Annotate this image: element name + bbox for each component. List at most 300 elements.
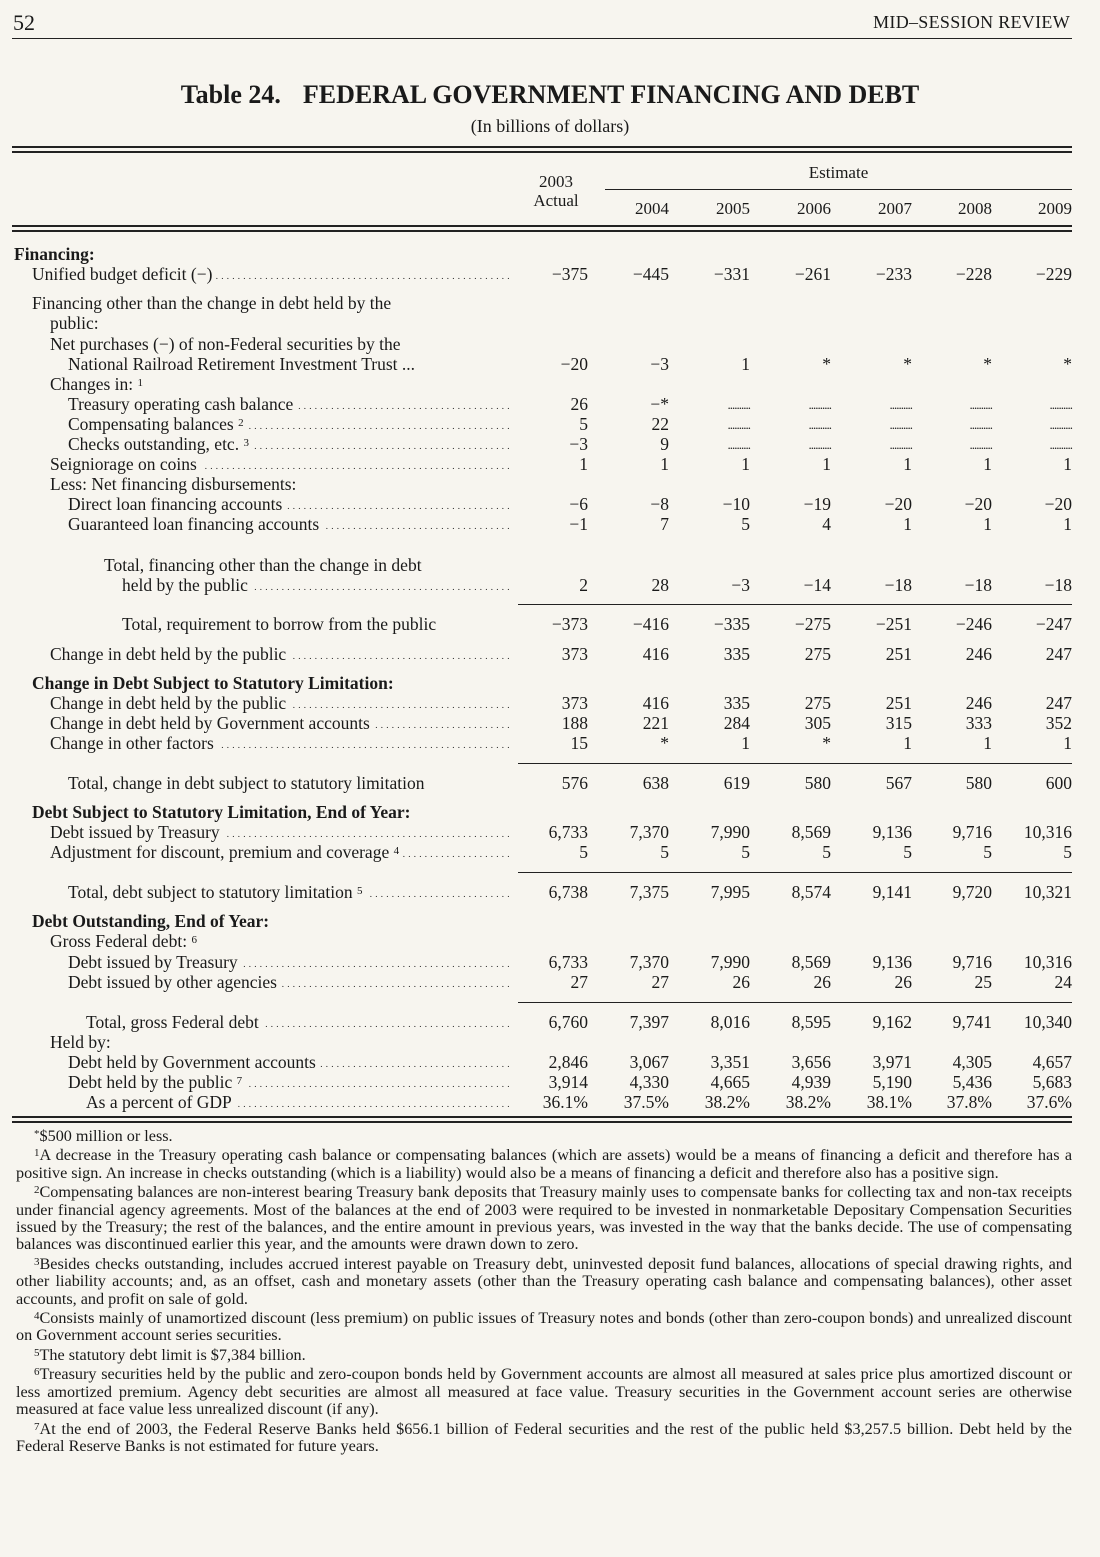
row-label [32, 802, 510, 823]
row-value: 275 [804, 644, 831, 664]
row-label [68, 414, 510, 435]
footnote-mark: 4 [34, 1310, 40, 1323]
row-value: 9,716 [952, 952, 992, 972]
row-value: .......... [969, 397, 992, 412]
row-value: −335 [713, 614, 750, 634]
row-value: 1 [983, 733, 992, 753]
row-label-text: public: [50, 313, 103, 333]
row-label [32, 264, 510, 285]
row-value: 1 [660, 454, 669, 474]
row-value: −3 [569, 434, 588, 454]
row-value: 26 [894, 972, 912, 992]
row-value: 619 [723, 773, 750, 793]
row-label-text: Total, change in debt subject to statutory limitation [68, 773, 428, 793]
footnote-mark: 3 [34, 1255, 40, 1268]
row-value: 246 [965, 644, 992, 664]
row-value: * [903, 354, 912, 374]
row-value: 1 [1063, 454, 1072, 474]
row-value: .......... [889, 437, 912, 452]
footnote-text: At the end of 2003, the Federal Reserve Banks held $656.1 billion of Federal securities and the rest of the public held $3,257.5 billion. Debt held by the Federal Reserve Banks is not estimated for future years. [16, 1419, 1072, 1455]
row-value: .......... [1049, 397, 1072, 412]
table-row [0, 972, 1100, 993]
row-value: 333 [965, 713, 992, 733]
row-label-text: Treasury operating cash balance [68, 394, 297, 415]
table-subtitle: (In billions of dollars) [470, 116, 630, 136]
table-row [0, 514, 1100, 535]
footnote-mark: 5 [34, 1346, 40, 1359]
row-value: −1 [569, 514, 588, 534]
footnote-text: $500 million or less. [39, 1127, 173, 1145]
table-row [0, 555, 1100, 576]
row-value: −20 [884, 494, 912, 514]
row-value: −18 [884, 575, 912, 595]
row-value: 246 [965, 693, 992, 713]
row-label-text: Financing: [14, 244, 99, 264]
footnote-ref: 5 [356, 885, 363, 897]
row-value: 5 [741, 514, 750, 534]
col-header-year: 2007 [878, 199, 912, 218]
row-value: 6,733 [548, 952, 588, 972]
row-label [68, 514, 510, 535]
row-value: 567 [885, 773, 912, 793]
row-value: 7,370 [629, 822, 669, 842]
row-label [104, 555, 510, 576]
row-value: −233 [875, 264, 912, 284]
footnote-ref: 1 [137, 377, 143, 389]
total-rule [518, 763, 1072, 764]
row-label [50, 1032, 510, 1053]
row-value: −228 [955, 264, 992, 284]
table-row [0, 644, 1100, 665]
row-value: 38.2% [704, 1092, 750, 1112]
row-label [50, 931, 510, 952]
table-row [0, 244, 1100, 265]
row-value: 9,162 [872, 1012, 912, 1032]
row-value: 6,733 [548, 822, 588, 842]
footnote-mark: 1 [34, 1147, 40, 1160]
row-label-text: Total, debt subject to statutory limitation $^5$ [68, 882, 366, 903]
table-row [0, 575, 1100, 596]
row-label-text: Checks outstanding, etc. $^3$ [68, 434, 253, 455]
row-value: 315 [885, 713, 912, 733]
footnote-mark: * [34, 1128, 40, 1140]
footnote-ref: 2 [238, 417, 244, 429]
row-label-text: Total, financing other than the change in debt [104, 555, 426, 575]
footnote-mark: 6 [34, 1366, 40, 1379]
row-value: .......... [1049, 417, 1072, 432]
row-value: −373 [551, 614, 588, 634]
row-value: 188 [561, 713, 588, 733]
row-value: 7,995 [710, 882, 750, 902]
table-row [0, 334, 1100, 355]
row-value: −18 [964, 575, 992, 595]
row-label [68, 1072, 510, 1093]
row-value: 36.1% [542, 1092, 588, 1112]
table-row [0, 1032, 1100, 1053]
row-value: 1 [983, 454, 992, 474]
row-value: −6 [569, 494, 588, 514]
table-row [0, 394, 1100, 415]
row-value: 7,375 [629, 882, 669, 902]
footnote-text: Treasury securities held by the public and zero-coupon bonds held by Government accounts are almost all measured at sales price plus amortized discount or less amortized premium. Agency debt securities are almost all measured at face value. Treasury securities in the Government account series are otherwise measured at face value less unrealized discount (if any). [16, 1365, 1072, 1419]
row-value: 1 [903, 733, 912, 753]
footnote-text: Compensating balances are non-interest bearing Treasury bank deposits that Treasury mainly uses to compensate banks for collecting tax and non-tax receipts under financial agency agreements. Most of the balances at the end of 2003 were required to be invested in nonmarketable Depositary Compensation Securities issued by the Treasury; the rest of the balances, and the entire amount in previous years, was invested in the way that the banks decide. The use of compensating balances was discontinued earlier this year, and the amounts were drawn down to zero. [16, 1183, 1072, 1254]
row-value: 2,846 [548, 1052, 588, 1072]
row-label [50, 644, 510, 665]
row-label [50, 713, 510, 734]
row-label-text: Direct loan financing accounts [68, 494, 286, 515]
footnote [16, 1310, 1072, 1345]
table-row [0, 673, 1100, 694]
table-row [0, 1052, 1100, 1073]
row-value: 352 [1045, 713, 1072, 733]
row-value: −445 [632, 264, 669, 284]
row-value: −229 [1035, 264, 1072, 284]
footnote-ref: 4 [393, 845, 400, 857]
row-label [50, 842, 510, 863]
col-header-year: 2005 [716, 199, 750, 218]
row-label-text: Change in Debt Subject to Statutory Limitation: [32, 673, 398, 693]
row-value: 416 [642, 644, 669, 664]
row-value: 8,569 [791, 822, 831, 842]
row-label-text: Net purchases (−) of non-Federal securities by the [50, 334, 405, 354]
row-label [50, 454, 510, 475]
row-value: −375 [551, 264, 588, 284]
row-label-text: Change in debt held by the public [50, 693, 290, 714]
table-row [0, 434, 1100, 455]
row-value: 6,738 [548, 882, 588, 902]
row-value: 335 [723, 693, 750, 713]
row-value: 4,330 [629, 1072, 669, 1092]
row-label [50, 822, 510, 843]
row-value: 5 [903, 842, 912, 862]
row-value: 4,665 [710, 1072, 750, 1092]
row-value: 5,436 [952, 1072, 992, 1092]
row-label [68, 434, 510, 455]
row-value: 38.1% [866, 1092, 912, 1112]
footnote [16, 1421, 1072, 1456]
row-value: 8,595 [791, 1012, 831, 1032]
row-value: * [822, 733, 831, 753]
col-header-year: 2009 [1038, 199, 1072, 218]
row-value: 247 [1045, 644, 1072, 664]
row-value: −14 [803, 575, 831, 595]
row-value: 7,990 [710, 952, 750, 972]
row-value: 2 [579, 575, 588, 595]
row-label-text: Gross Federal debt: $^6$ [50, 931, 201, 951]
table-row [0, 822, 1100, 843]
row-value: * [822, 354, 831, 374]
row-value: 10,316 [1023, 822, 1072, 842]
footnote-ref: 3 [243, 437, 249, 449]
row-value: 3,656 [791, 1052, 831, 1072]
row-value: 7,990 [710, 822, 750, 842]
footnote-ref: 6 [191, 934, 197, 946]
table-row [0, 374, 1100, 395]
row-label-text: National Railroad Retirement Investment Trust ... [68, 354, 419, 374]
footnote-text: Besides checks outstanding, includes accrued interest payable on Treasury debt, uninvested deposit fund balances, allocations of special drawing rights, and other liability accounts; and, as an offset, cash and monetary assets (other than the Treasury operating cash balance and compensating balances), other asset accounts, and profit on sale of gold. [16, 1254, 1072, 1308]
row-value: 9,136 [872, 952, 912, 972]
row-label-text: Debt held by Government accounts [68, 1052, 320, 1073]
row-value: −251 [875, 614, 912, 634]
row-label [50, 474, 510, 495]
row-value: 1 [983, 514, 992, 534]
row-value: 9,141 [872, 882, 912, 902]
row-value: 247 [1045, 693, 1072, 713]
table-row [0, 733, 1100, 754]
row-value: 4,939 [791, 1072, 831, 1092]
row-value: −275 [794, 614, 831, 634]
row-value: 10,316 [1023, 952, 1072, 972]
row-value: 4,305 [952, 1052, 992, 1072]
table-row [0, 693, 1100, 714]
row-value: 9,741 [952, 1012, 992, 1032]
row-value: −3 [650, 354, 669, 374]
total-rule [518, 1002, 1072, 1003]
row-label [32, 293, 510, 314]
row-value: 1 [1063, 733, 1072, 753]
row-value: 3,067 [629, 1052, 669, 1072]
row-value: 28 [651, 575, 669, 595]
row-value: 38.2% [785, 1092, 831, 1112]
row-value: 1 [1063, 514, 1072, 534]
table-row [0, 264, 1100, 285]
table-row [0, 293, 1100, 314]
row-label-text: Debt Subject to Statutory Limitation, End of Year: [32, 802, 415, 822]
table-row [0, 952, 1100, 973]
row-label [32, 911, 510, 932]
row-label [86, 1012, 510, 1033]
col-header-actual-label: Actual [533, 191, 579, 210]
row-label-text: Guaranteed loan financing accounts [68, 514, 323, 535]
table-row [0, 713, 1100, 734]
row-label-text: Debt held by the public $^7$ [68, 1072, 246, 1093]
row-value: −18 [1044, 575, 1072, 595]
row-value: * [983, 354, 992, 374]
table-row [0, 1012, 1100, 1033]
table-row [0, 1072, 1100, 1093]
row-value: 37.5% [623, 1092, 669, 1112]
row-value: 1 [579, 454, 588, 474]
table-row [0, 474, 1100, 495]
row-label [50, 334, 510, 355]
row-value: 9,720 [952, 882, 992, 902]
row-value: 284 [723, 713, 750, 733]
table-row [0, 773, 1100, 794]
row-value: 10,321 [1023, 882, 1072, 902]
row-value: 8,569 [791, 952, 831, 972]
footnote [16, 1347, 1072, 1364]
row-value: −20 [1044, 494, 1072, 514]
row-label [68, 882, 510, 903]
row-value: 24 [1054, 972, 1072, 992]
table-row [0, 802, 1100, 823]
row-label-text: Held by: [50, 1032, 115, 1052]
row-value: 7,397 [629, 1012, 669, 1032]
row-value: 8,016 [710, 1012, 750, 1032]
row-value: 15 [570, 733, 588, 753]
row-value: −10 [722, 494, 750, 514]
row-value: 1 [741, 354, 750, 374]
row-label [14, 244, 510, 265]
table-row [0, 614, 1100, 635]
row-value: 6,760 [548, 1012, 588, 1032]
row-value: 251 [885, 693, 912, 713]
col-header-year: 2004 [635, 199, 669, 218]
row-value: 3,351 [710, 1052, 750, 1072]
row-label [50, 374, 510, 395]
row-value: 1 [741, 733, 750, 753]
row-value: 27 [651, 972, 669, 992]
row-value: .......... [727, 417, 750, 432]
row-label [122, 575, 510, 596]
row-value: 580 [804, 773, 831, 793]
row-value: * [660, 733, 669, 753]
row-value: 373 [561, 644, 588, 664]
row-label [50, 693, 510, 714]
table-row [0, 911, 1100, 932]
col-header-year: 2008 [958, 199, 992, 218]
footnote-text: A decrease in the Treasury operating cash balance or compensating balances (which are assets) would be a means of financing a deficit and therefore has a positive sign. An increase in checks outstanding (which is a liability) would also be a means of financing a deficit and therefore also has a positive sign. [16, 1146, 1072, 1182]
row-value: 5 [983, 842, 992, 862]
row-value: 4 [822, 514, 831, 534]
footnote-mark: 2 [34, 1184, 40, 1197]
footnote-text: Consists mainly of unamortized discount (less premium) on public issues of Treasury notes and bonds (other than zero-coupon bonds) and unrealized discount on Government account series securities. [16, 1309, 1072, 1345]
row-label [32, 673, 510, 694]
row-value: 27 [570, 972, 588, 992]
running-head: MID–SESSION REVIEW [873, 12, 1070, 32]
row-value: 576 [561, 773, 588, 793]
row-value: −261 [794, 264, 831, 284]
col-header-estimate: Estimate [808, 163, 869, 182]
total-rule [518, 604, 1072, 605]
row-label [68, 1052, 510, 1073]
row-value: 5 [579, 842, 588, 862]
row-label [68, 354, 510, 375]
row-value: 5 [741, 842, 750, 862]
col-header-year: 2006 [797, 199, 831, 218]
row-value: 37.6% [1026, 1092, 1072, 1112]
row-value: 7,370 [629, 952, 669, 972]
footnote [16, 1184, 1072, 1254]
table-bottom-rule [12, 1116, 1072, 1123]
row-value: * [1063, 354, 1072, 374]
row-value: 221 [642, 713, 669, 733]
row-value: −20 [560, 354, 588, 374]
row-value: −3 [731, 575, 750, 595]
row-label [68, 494, 510, 515]
table-title-text: FEDERAL GOVERNMENT FINANCING AND DEBT [302, 80, 920, 109]
row-label-text: Debt Outstanding, End of Year: [32, 911, 273, 931]
row-label-text: As a percent of GDP [86, 1092, 236, 1113]
row-value: −416 [632, 614, 669, 634]
table-row [0, 1092, 1100, 1113]
row-value: −20 [964, 494, 992, 514]
row-label-text: Less: Net financing disbursements: [50, 474, 300, 494]
row-value: −8 [650, 494, 669, 514]
row-value: 9,136 [872, 822, 912, 842]
row-label-text: Debt issued by other agencies [68, 972, 281, 993]
row-value: −331 [713, 264, 750, 284]
row-value: 5 [579, 414, 588, 434]
footnote [16, 1147, 1072, 1182]
row-value: 7 [660, 514, 669, 534]
row-value: .......... [808, 417, 831, 432]
row-label [68, 394, 510, 415]
row-value: 1 [903, 514, 912, 534]
row-value: 10,340 [1023, 1012, 1072, 1032]
row-value: 3,971 [872, 1052, 912, 1072]
row-value: .......... [808, 397, 831, 412]
row-label [122, 614, 510, 635]
row-value: 37.8% [946, 1092, 992, 1112]
row-label-text: Financing other than the change in debt held by the [32, 293, 395, 313]
col-header-actual-year: 2003 [539, 172, 573, 191]
footnote-ref: 7 [236, 1075, 243, 1087]
row-value: .......... [808, 437, 831, 452]
row-value: −19 [803, 494, 831, 514]
row-label-text: Seigniorage on coins [50, 454, 201, 475]
footnote [16, 1128, 1072, 1145]
row-value: −246 [955, 614, 992, 634]
row-value: .......... [727, 437, 750, 452]
row-label [68, 773, 510, 794]
total-rule [518, 872, 1072, 873]
row-value: .......... [889, 417, 912, 432]
row-value: 5 [1063, 842, 1072, 862]
table-number: Table 24. [180, 80, 281, 109]
table-row [0, 354, 1100, 375]
footnote [16, 1256, 1072, 1308]
row-label-text: Change in debt held by the public [50, 644, 290, 665]
row-value: 335 [723, 644, 750, 664]
row-label [50, 733, 510, 754]
row-value: 9,716 [952, 822, 992, 842]
row-label-text: Unified budget deficit (−) [32, 264, 216, 285]
row-label-text: Changes in: $^1$ [50, 374, 147, 394]
row-value: 251 [885, 644, 912, 664]
footnote-text: The statutory debt limit is $7,384 billion. [39, 1345, 306, 1364]
table-row [0, 414, 1100, 435]
table-row [0, 842, 1100, 863]
row-value: 580 [965, 773, 992, 793]
row-value: 5,683 [1032, 1072, 1072, 1092]
row-value: 305 [804, 713, 831, 733]
table-row [0, 313, 1100, 334]
row-value: 22 [651, 414, 669, 434]
row-value: −247 [1035, 614, 1072, 634]
row-label-text: Total, requirement to borrow from the public [122, 614, 440, 634]
footnote-mark: 7 [34, 1420, 40, 1433]
row-label [68, 952, 510, 973]
row-value: 600 [1045, 773, 1072, 793]
row-value: −* [650, 394, 669, 414]
row-value: 26 [813, 972, 831, 992]
row-label-text: Adjustment for discount, premium and coverage $^4$ [50, 842, 403, 863]
table-row [0, 931, 1100, 952]
row-label-text: Debt issued by Treasury [68, 952, 242, 973]
row-value: 4,657 [1032, 1052, 1072, 1072]
footnote [16, 1366, 1072, 1418]
row-value: 3,914 [548, 1072, 588, 1092]
row-label [68, 972, 510, 993]
row-label-text: Change in debt held by Government accounts [50, 713, 374, 734]
row-value: 416 [642, 693, 669, 713]
table-row [0, 454, 1100, 475]
row-value: .......... [727, 397, 750, 412]
row-value: 5,190 [872, 1072, 912, 1092]
row-value: 9 [660, 434, 669, 454]
